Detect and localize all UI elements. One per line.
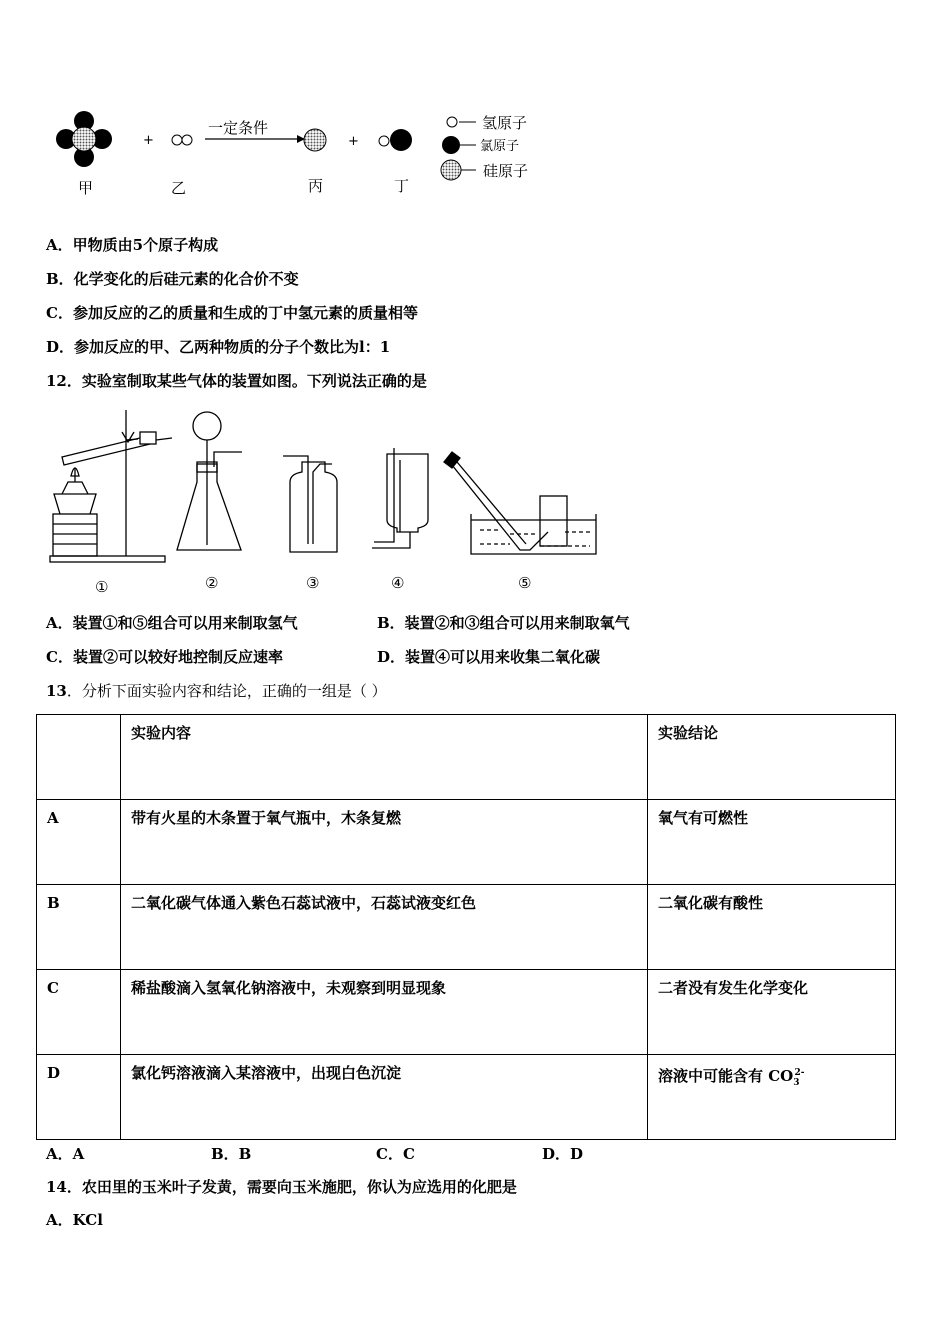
apparatus-1 (50, 410, 172, 562)
q13-choice-a: A．A (46, 1145, 85, 1163)
q14-stem: 14．农田里的玉米叶子发黄，需要向玉米施肥，你认为应选用的化肥是 (46, 1178, 517, 1196)
label-bing: 丙 (308, 177, 324, 195)
q13-choice-c: C．C (376, 1145, 415, 1163)
arrow-condition: 一定条件 (208, 119, 269, 137)
apparatus-5 (444, 452, 596, 554)
legend-chlorine: 氯原子 (480, 139, 520, 154)
experiment-table (36, 714, 896, 1140)
q11-option-d: D．参加反应的甲、乙两种物质的分子个数比为l：1 (46, 338, 391, 356)
row-label: A (37, 800, 121, 885)
table-header-cell: 实验结论 (648, 715, 896, 800)
conclusion-sub: 3 (793, 1078, 800, 1088)
q12-option-c: C．装置②可以较好地控制反应速率 (46, 648, 283, 666)
table-row (37, 885, 896, 970)
q13-number: 13 (46, 682, 67, 700)
row-content: 二氧化碳气体通入紫色石蕊试液中，石蕊试液变红色 (121, 885, 648, 970)
q14-option-a: A．KCl (46, 1211, 103, 1229)
q11-option-a: A．甲物质由5个原子构成 (46, 236, 219, 254)
plus-2: + (348, 134, 359, 149)
q11-option-b: B．化学变化的后硅元素的化合价不变 (46, 270, 299, 288)
row-content: 带有火星的木条置于氧气瓶中，木条复燃 (121, 800, 648, 885)
table-row (37, 970, 896, 1055)
molecule-jia (56, 111, 112, 167)
apparatus-label-3: ③ (306, 574, 320, 592)
label-jia: 甲 (78, 179, 94, 197)
q12-option-b: B．装置②和③组合可以用来制取氧气 (377, 614, 630, 632)
table-header-cell (37, 715, 121, 800)
apparatus-label-5: ⑤ (518, 574, 532, 592)
q13-stem (46, 681, 387, 701)
row-content: 稀盐酸滴入氢氧化钠溶液中，未观察到明显现象 (121, 970, 648, 1055)
apparatus-diagram (40, 402, 610, 602)
q12-option-a: A．装置①和⑤组合可以用来制取氢气 (46, 614, 298, 632)
label-ding: 丁 (394, 177, 410, 195)
conclusion-prefix: 溶液中可能含有 CO (658, 1067, 794, 1085)
row-conclusion: 二氧化碳有酸性 (648, 885, 896, 970)
table-header-cell: 实验内容 (121, 715, 648, 800)
molecule-yi (172, 135, 192, 145)
row-label: C (37, 970, 121, 1055)
molecule-ding (379, 129, 412, 151)
molecule-bing (304, 129, 326, 151)
apparatus-label-4: ④ (391, 574, 405, 592)
row-content: 氯化钙溶液滴入某溶液中，出现白色沉淀 (121, 1055, 648, 1140)
label-yi: 乙 (171, 179, 187, 197)
row-conclusion: 氧气有可燃性 (648, 800, 896, 885)
apparatus-2 (177, 412, 242, 550)
reaction-diagram (40, 105, 560, 205)
q12-stem: 12．实验室制取某些气体的装置如图。下列说法正确的是 (46, 372, 427, 390)
q13-choice-b: B．B (211, 1145, 252, 1163)
conclusion-sup: 2- (794, 1068, 805, 1078)
q13-choice-d: D．D (542, 1145, 584, 1163)
q12-option-d: D．装置④可以用来收集二氧化碳 (377, 648, 601, 666)
q13-stem-text: ．分析下面实验内容和结论，正确的一组是（ ） (66, 682, 387, 700)
q11-option-c: C．参加反应的乙的质量和生成的丁中氢元素的质量相等 (46, 304, 418, 322)
plus-1: + (143, 133, 154, 148)
row-conclusion: 二者没有发生化学变化 (648, 970, 896, 1055)
legend (441, 114, 528, 180)
table-row (37, 1055, 896, 1140)
legend-hydrogen: 氢原子 (482, 114, 528, 132)
row-conclusion (648, 1055, 896, 1140)
apparatus-label-1: ① (95, 578, 109, 596)
apparatus-4 (372, 448, 428, 548)
legend-silicon: 硅原子 (483, 162, 529, 180)
apparatus-3 (283, 456, 337, 552)
row-label: D (37, 1055, 121, 1140)
apparatus-label-2: ② (205, 574, 219, 592)
row-label: B (37, 885, 121, 970)
table-header-row (37, 715, 896, 800)
table-row (37, 800, 896, 885)
